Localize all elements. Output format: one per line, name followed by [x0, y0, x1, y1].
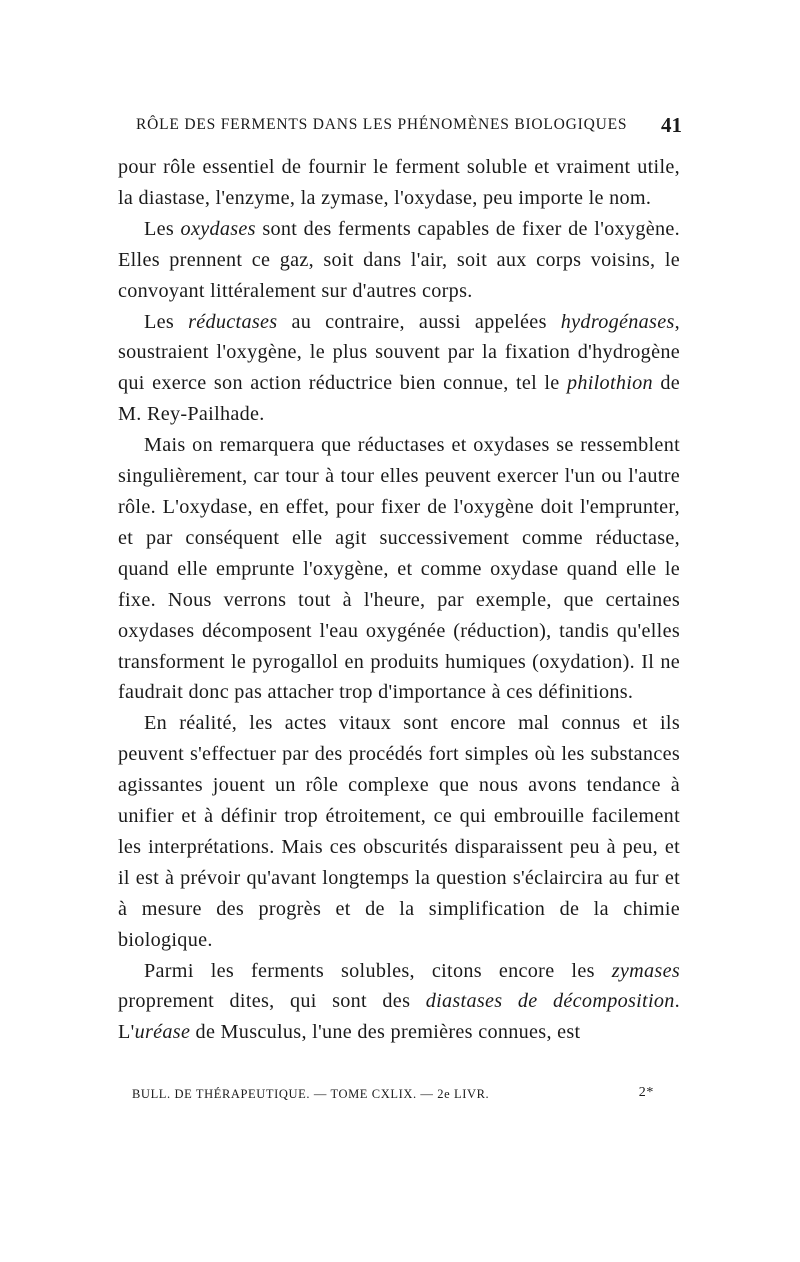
- text-run: au contraire, aussi appelées: [277, 310, 561, 333]
- text-run: sont des ferments capables de fixer de l'oxygène. Elles prennent ce gaz, soit dans l'air, soit aux corps voisins, le convoyant littéralement sur d'autres corps.: [118, 217, 680, 302]
- running-head: [136, 113, 682, 140]
- footer-signature: BULL. DE THÉRAPEUTIQUE. — TOME CXLIX. — 2e LIVR.: [132, 1087, 490, 1101]
- italic-term: hydrogénases: [560, 310, 675, 333]
- italic-term: diastases de décomposition: [425, 990, 675, 1013]
- text-run: de Musculus, l'une des premières connues, est: [190, 1021, 581, 1044]
- page-number: 41: [661, 113, 682, 137]
- text-run: Les: [144, 310, 189, 333]
- italic-term: uréase: [134, 1021, 191, 1044]
- text-run: . L': [118, 990, 681, 1044]
- text-run: Les: [144, 217, 181, 240]
- italic-term: réductases: [188, 310, 278, 333]
- italic-term: oxydases: [180, 217, 256, 240]
- text-run: proprement dites, qui sont des: [118, 990, 426, 1013]
- italic-term: zymases: [611, 959, 680, 982]
- footer-sheet-mark: 2*: [638, 1085, 654, 1100]
- paragraph-reductases: [118, 307, 680, 431]
- paragraph-resemblance: Mais on remarquera que réductases et oxydases se ressemblent singulièrement, car tour à tour elles peuvent exercer l'un ou l'autre rôle. L'oxydase, en effet, pour fixer de l'oxygène doit l'emprunter, et par conséquent elle agit successivement comme réductase, quand elle emprunte l'oxygène, et comme oxydase quand elle le fixe. Nous verrons tout à l'heure, par exemple, que certaines oxydases décomposent l'eau oxygénée (réduction), tandis qu'elles transforment le pyrogallol en produits humiques (oxydation). Il ne faudrait donc pas attacher trop d'importance à ces définitions.: [118, 434, 680, 704]
- running-head-title: RÔLE DES FERMENTS DANS LES PHÉNOMÈNES BIOLOGIQUES: [136, 116, 628, 133]
- paragraph-zymases: [118, 956, 680, 1049]
- paragraph-oxydases: [118, 214, 680, 307]
- text-run: , soustraient l'oxygène, le plus souvent par la fixation d'hydrogène qui exerce son action réductrice bien connue, tel le: [118, 310, 680, 395]
- page-footer: [132, 1087, 654, 1109]
- body-text: [118, 152, 680, 1048]
- text-run: Parmi les ferments solubles, citons encore les: [144, 959, 612, 982]
- paragraph-continued: pour rôle essentiel de fournir le ferment soluble et vraiment utile, la diastase, l'enzyme, la zymase, l'oxydase, peu importe le nom.: [118, 156, 680, 209]
- italic-term: philothion: [566, 372, 653, 395]
- text-run: de M. Rey-Pailhade.: [118, 372, 680, 426]
- paragraph-en-realite: En réalité, les actes vitaux sont encore mal connus et ils peuvent s'effectuer par des procédés fort simples où les substances agissantes jouent un rôle complexe que nous avons tendance à unifier et à définir trop étroitement, ce qui embrouille facilement les interprétations. Mais ces obscurités disparaissent peu à peu, et il est à prévoir qu'avant longtemps la question s'éclaircira au fur et à mesure des progrès et de la simplification de la chimie biologique.: [118, 712, 680, 951]
